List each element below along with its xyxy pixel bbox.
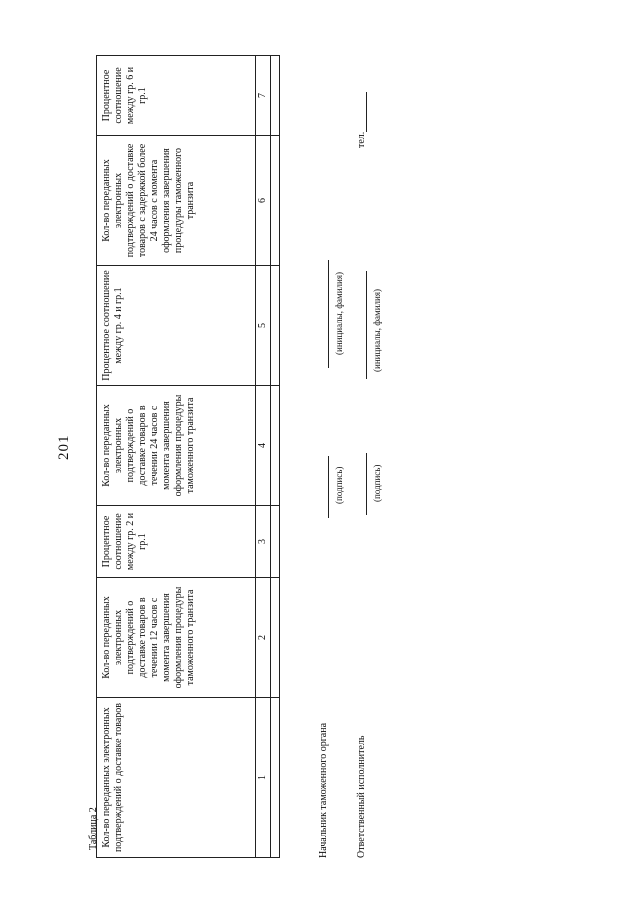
head-initials-caption: (инициалы, фамилия) xyxy=(334,272,344,355)
table-caption: Таблица 2 xyxy=(88,807,99,850)
page-number: 201 xyxy=(56,434,72,460)
table-header-row xyxy=(97,56,256,858)
phone-label: тел. xyxy=(356,131,367,148)
phone-line xyxy=(366,92,367,132)
column-number: 5 xyxy=(256,266,271,386)
header-cell: Кол-во переданных электронных подтверждений о доставке товаров в течении 12 часов с момента завершения оформления процедуры таможенного транзита xyxy=(97,578,256,698)
column-number-row xyxy=(256,56,271,858)
header-cell: Процентное соотношение между гр. 4 и гр.1 xyxy=(97,266,256,386)
executor-signature-caption: (подпись) xyxy=(372,464,382,502)
column-number: 3 xyxy=(256,506,271,578)
data-table xyxy=(96,55,280,858)
column-number: 1 xyxy=(256,698,271,858)
head-signature-line xyxy=(328,456,329,518)
executor-initials-caption: (инициалы, фамилия) xyxy=(372,289,382,372)
executor-initials-line xyxy=(366,271,367,379)
table-row xyxy=(271,56,280,858)
header-cell: Процентное соотношение между гр. 6 и гр.1 xyxy=(97,56,256,136)
head-signature-caption: (подпись) xyxy=(334,466,344,504)
executor-signature-line xyxy=(366,453,367,515)
column-number: 2 xyxy=(256,578,271,698)
header-cell: Процентное соотношение между гр. 2 и гр.1 xyxy=(97,506,256,578)
column-number: 6 xyxy=(256,136,271,266)
header-cell: Кол-во переданных электронных подтверждений о доставке товаров xyxy=(97,698,256,858)
header-cell: Кол-во переданных электронных подтверждений о доставке товаров с задержкой более 24 часов с момента оформления завершения процедуры таможенного транзита xyxy=(97,136,256,266)
column-number: 7 xyxy=(256,56,271,136)
column-number: 4 xyxy=(256,386,271,506)
executor-label: Ответственный исполнитель xyxy=(356,735,367,858)
head-initials-line xyxy=(328,260,329,368)
header-cell: Кол-во переданных электронных подтверждений о доставке товаров в течении 24 часов с момента завершения оформления процедуры таможенного транзита xyxy=(97,386,256,506)
head-label: Начальник таможенного органа xyxy=(318,722,329,858)
